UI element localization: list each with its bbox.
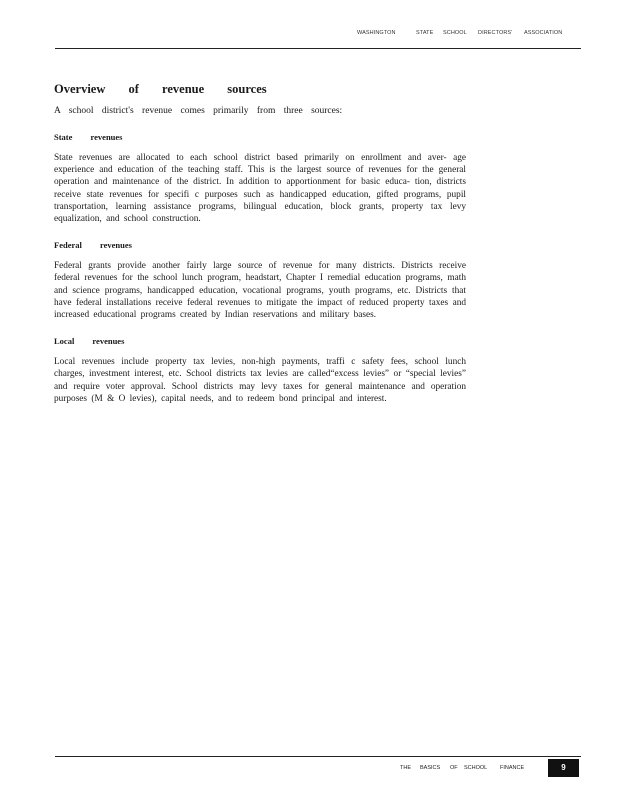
section-state [54,131,466,225]
footer-word: BASICS [420,765,441,771]
section-body: Federal grants provide another fairly large source of revenue for many districts. Districts receive federal revenues for the school lunch program, headstart, Chapter I remedial education programs, math and science programs, handicapped education, vocational programs, youth programs, etc. Districts that have federal installations receive federal revenues to mitigate the impact of reduced property taxes and increased educational programs created by Indian reservations and military bases. [54,261,466,321]
header-divider [55,48,581,49]
section-heading: Local revenues [54,336,125,347]
footer-word: THE [400,765,411,771]
footer-word: SCHOOL [464,765,488,771]
header-word: WASHINGTON [357,30,396,36]
section-local [54,335,466,405]
section-federal [54,239,466,321]
intro-paragraph: A school district's revenue comes primarily from three sources: [54,106,343,116]
footer-word: OF [450,765,458,771]
main-content [54,80,466,405]
section-body: Local revenues include property tax levies, non-high payments, traffi c safety fees, school lunch charges, investment interest, etc. School districts tax levies are called“excess levies” or “special levies” and require voter approval. School districts may levy taxes for general maintenance and operation purposes (M & O levies), capital needs, and to redeem bond principal and interest. [54,357,466,404]
section-body: State revenues are allocated to each school district based primarily on enrollment and aver- age experience and education of the teaching staff. This is the largest source of revenues for the general operation and maintenance of the district. In addition to apportionment for basic educa- tion, districts receive state revenues for specifi c purposes such as handicapped education, gifted programs, pupil transportation, learning assistance programs, bilingual education, block grants, property tax levy equalization, and school construction. [54,153,466,225]
footer-divider [55,756,581,757]
section-heading: Federal revenues [54,240,132,251]
header-word: STATE [416,30,434,36]
header-word: DIRECTORS' [478,30,513,36]
section-heading: State revenues [54,132,123,142]
header-word: SCHOOL [443,30,467,36]
header-word: ASSOCIATION [524,30,563,36]
page-title: Overview of revenue sources [54,82,267,96]
footer-word: FINANCE [500,765,525,771]
page-number: 9 [548,759,579,777]
running-header [0,30,618,40]
